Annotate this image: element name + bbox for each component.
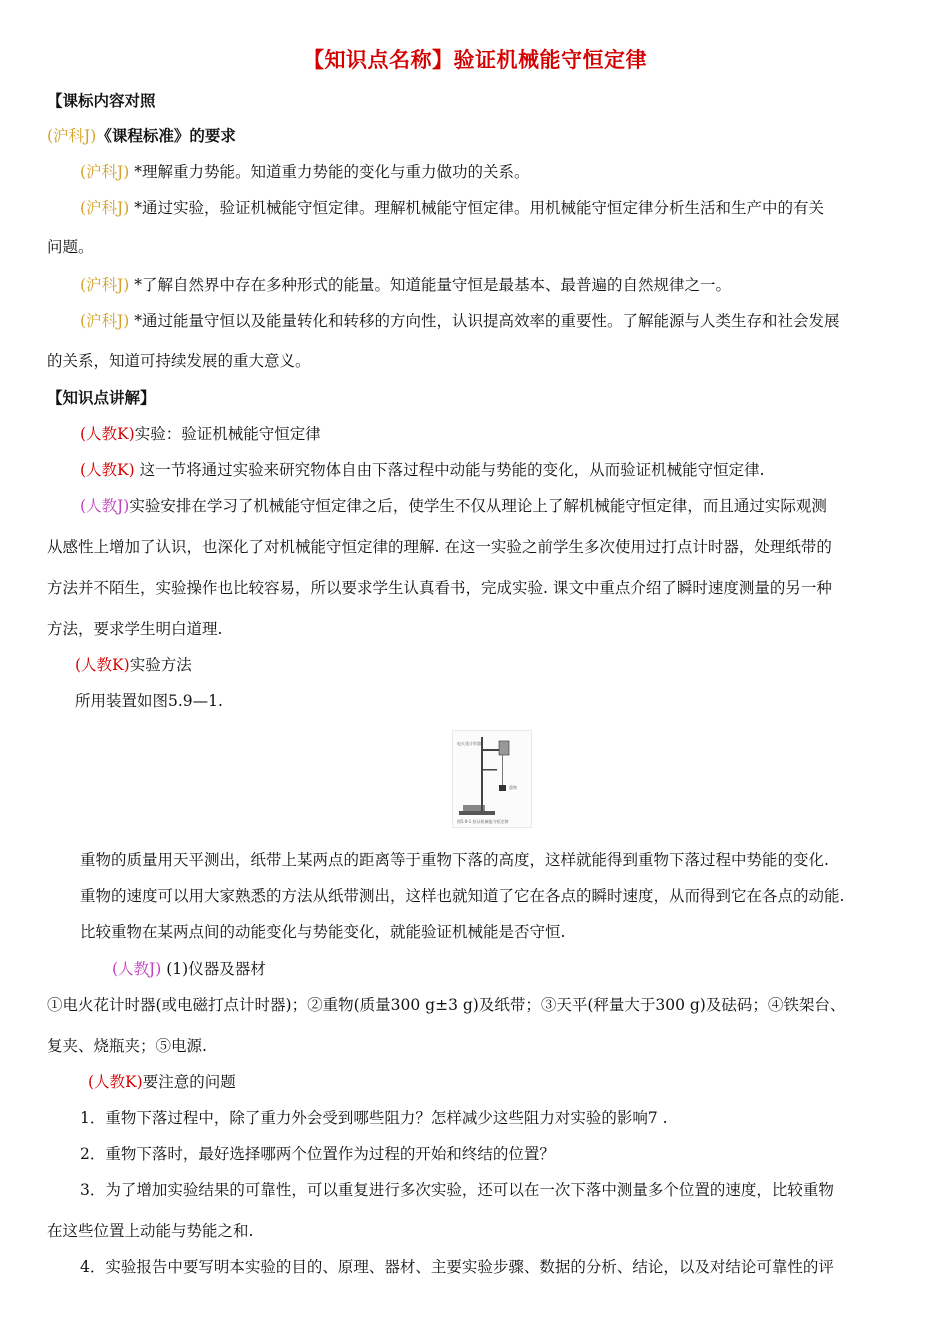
source-tag: (人教J) (112, 960, 162, 978)
apparatus-illustration (453, 731, 531, 827)
source-tag: (人教K) (88, 1073, 143, 1091)
source-tag: (沪科J) (80, 199, 130, 217)
stand-base (459, 811, 495, 815)
source-tag: (人教K) (75, 656, 130, 674)
label-weight: 重物 (509, 785, 517, 790)
equipment-heading-text: (1)仪器及器材 (161, 960, 266, 978)
note-item-4: 4．实验报告中要写明本实验的目的、原理、器材、主要实验步骤、数据的分析、结论，以及对结论可靠性的评 (80, 1258, 834, 1276)
standards-header-text: 《课程标准》的要求 (96, 127, 236, 145)
paragraph-speed: 重物的速度可以用大家熟悉的方法从纸带测出，这样也就知道了它在各点的瞬时速度，从而得到它在各点的动能. (80, 887, 845, 905)
figure-caption: 图5.9-1 验证机械能守恒定律 (457, 819, 509, 824)
standard-text: *了解自然界中存在多种形式的能量。知道能量守恒是最基本、最普遍的自然规律之一。 (129, 276, 731, 294)
knowledge-line-3 (80, 495, 950, 517)
source-tag: (人教K) (80, 461, 135, 479)
section-heading-explanation: 【知识点讲解】 (47, 389, 156, 407)
knowledge-line-4 (75, 654, 950, 676)
source-tag: (人教K) (80, 425, 135, 443)
stand-rod (481, 737, 483, 811)
knowledge-text: 实验方法 (129, 656, 192, 674)
note-item-3: 3．为了增加实验结果的可靠性，可以重复进行多次实验，还可以在一次下落中测量多个位置的速度，比较重物 (80, 1181, 834, 1199)
knowledge-text: 实验安排在学习了机械能守恒定律之后，使学生不仅从理论上了解机械能守恒定律，而且通过实际观测 (129, 497, 827, 515)
source-tag: (沪科J) (80, 276, 130, 294)
note-item-1: 1．重物下落过程中，除了重力外会受到哪些阻力？怎样减少这些阻力对实验的影响7 . (80, 1109, 668, 1127)
section-heading-curriculum: 【课标内容对照 (47, 92, 156, 110)
figure-reference-text: 所用装置如图5.9—1. (75, 692, 223, 710)
source-tag: (沪科J) (47, 127, 97, 145)
standard-text: *通过能量守恒以及能量转化和转移的方向性，认识提高效率的重要性。了解能源与人类生存和社会发展 (129, 312, 840, 330)
weight-block (499, 785, 506, 791)
standard-item-3 (80, 274, 950, 296)
knowledge-line-3b: 从感性上增加了认识，也深化了对机械能守恒定律的理解. 在这一实验之前学生多次使用过打点计时器，处理纸带的 (47, 538, 832, 556)
standard-item-2 (80, 197, 950, 219)
standard-item-4 (80, 310, 950, 332)
source-tag: (沪科J) (80, 312, 130, 330)
notes-heading (88, 1071, 950, 1093)
document-title: 【知识点名称】验证机械能守恒定律 (303, 48, 647, 72)
equipment-list-line-2: 复夹、烧瓶夹；⑤电源. (47, 1037, 207, 1055)
knowledge-line-3d: 方法，要求学生明白道理. (47, 620, 223, 638)
lower-clamp (483, 769, 497, 771)
standard-item-4-continued: 的关系，知道可持续发展的重大意义。 (47, 352, 311, 370)
paragraph-compare: 比较重物在某两点间的动能变化与势能变化，就能验证机械能是否守恒. (80, 923, 566, 941)
standard-text: *通过实验，验证机械能守恒定律。理解机械能守恒定律。用机械能守恒定律分析生活和生产中的有关 (129, 199, 824, 217)
source-tag: (人教J) (80, 497, 130, 515)
apparatus-figure (452, 730, 532, 828)
equipment-list-line-1: ①电火花计时器(或电磁打点计时器)；②重物(质量300 g±3 g)及纸带；③天平(秤量大于300 g)及砝码；④铁架台、 (47, 996, 846, 1014)
standard-item-1 (80, 161, 950, 183)
note-item-2: 2．重物下落时，最好选择哪两个位置作为过程的开始和终结的位置？ (80, 1145, 555, 1163)
label-timer: 电火花计时器 (457, 741, 481, 746)
standards-header (47, 125, 950, 147)
source-tag: (沪科J) (80, 163, 130, 181)
paragraph-mass: 重物的质量用天平测出，纸带上某两点的距离等于重物下落的高度，这样就能得到重物下落过程中势能的变化. (80, 851, 829, 869)
paper-tape (502, 755, 503, 785)
knowledge-text: 这一节将通过实验来研究物体自由下落过程中动能与势能的变化，从而验证机械能守恒定律. (134, 461, 765, 479)
notes-heading-text: 要注意的问题 (142, 1073, 236, 1091)
equipment-heading (112, 958, 950, 980)
knowledge-line-1 (80, 423, 950, 445)
standard-item-2-continued: 问题。 (47, 238, 94, 256)
timer-body (499, 741, 509, 755)
standard-text: *理解重力势能。知道重力势能的变化与重力做功的关系。 (129, 163, 530, 181)
knowledge-text: 实验：验证机械能守恒定律 (134, 425, 321, 443)
knowledge-line-3c: 方法并不陌生，实验操作也比较容易，所以要求学生认真看书，完成实验. 课文中重点介绍了瞬时速度测量的另一种 (47, 579, 832, 597)
knowledge-line-2 (80, 459, 950, 481)
note-item-3-continued: 在这些位置上动能与势能之和. (47, 1222, 254, 1240)
